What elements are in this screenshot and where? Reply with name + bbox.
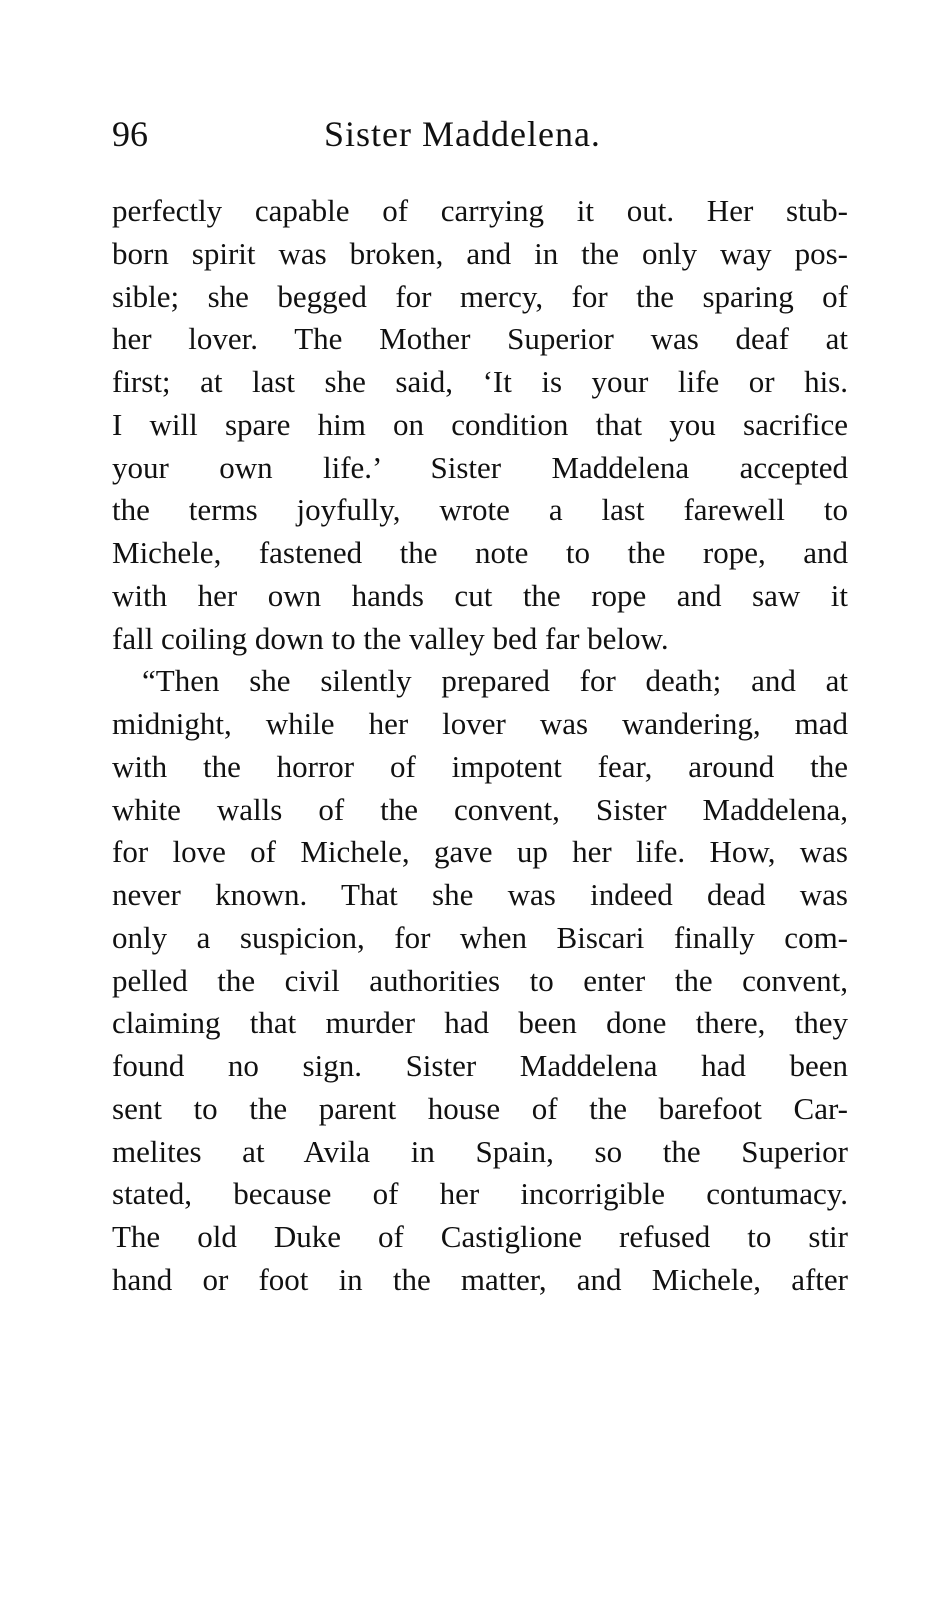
text-line: sent to the parent house of the barefoot Car-: [112, 1090, 848, 1126]
body-text: [112, 190, 848, 1302]
text-line: stated, because of her incorrigible contumacy.: [112, 1176, 848, 1212]
text-line: Michele, fastened the note to the rope, and: [112, 535, 848, 570]
running-title: Sister Maddelena.: [324, 114, 601, 154]
text-line: I will spare him on condition that you sacrifice: [112, 406, 848, 442]
text-line: claiming that murder had been done there, they: [112, 1005, 848, 1041]
text-line: your own life.’ Sister Maddelena accepted: [112, 449, 848, 485]
paragraph-last-line: fall coiling down to the valley bed far below.: [112, 620, 669, 656]
text-line: sible; she begged for mercy, for the sparing of: [112, 278, 848, 314]
text-line: The old Duke of Castiglione refused to stir: [112, 1219, 848, 1254]
text-line: born spirit was broken, and in the only way pos-: [112, 235, 848, 271]
text-line: found no sign. Sister Maddelena had been: [112, 1048, 848, 1083]
text-line: melites at Avila in Spain, so the Superior: [112, 1133, 848, 1169]
text-line: first; at last she said, ‘It is your life or his.: [112, 364, 848, 399]
text-line: white walls of the convent, Sister Maddelena,: [112, 791, 848, 827]
text-line: the terms joyfully, wrote a last farewell to: [112, 492, 848, 528]
page-number: 96: [112, 114, 148, 154]
text-line: with her own hands cut the rope and saw it: [112, 577, 848, 613]
paragraph-first-line: “Then she silently prepared for death; and at: [142, 663, 848, 699]
text-line: never known. That she was indeed dead was: [112, 877, 848, 912]
text-line: with the horror of impotent fear, around the: [112, 748, 848, 784]
text-line: midnight, while her lover was wandering, mad: [112, 706, 848, 741]
text-line: for love of Michele, gave up her life. How, was: [112, 834, 848, 870]
text-line: hand or foot in the matter, and Michele, after: [112, 1261, 848, 1297]
text-line: her lover. The Mother Superior was deaf at: [112, 321, 848, 357]
text-line: pelled the civil authorities to enter the convent,: [112, 962, 848, 998]
text-line: perfectly capable of carrying it out. Her stub-: [112, 193, 848, 228]
text-line: only a suspicion, for when Biscari finally com-: [112, 919, 848, 955]
running-head: [112, 108, 848, 160]
